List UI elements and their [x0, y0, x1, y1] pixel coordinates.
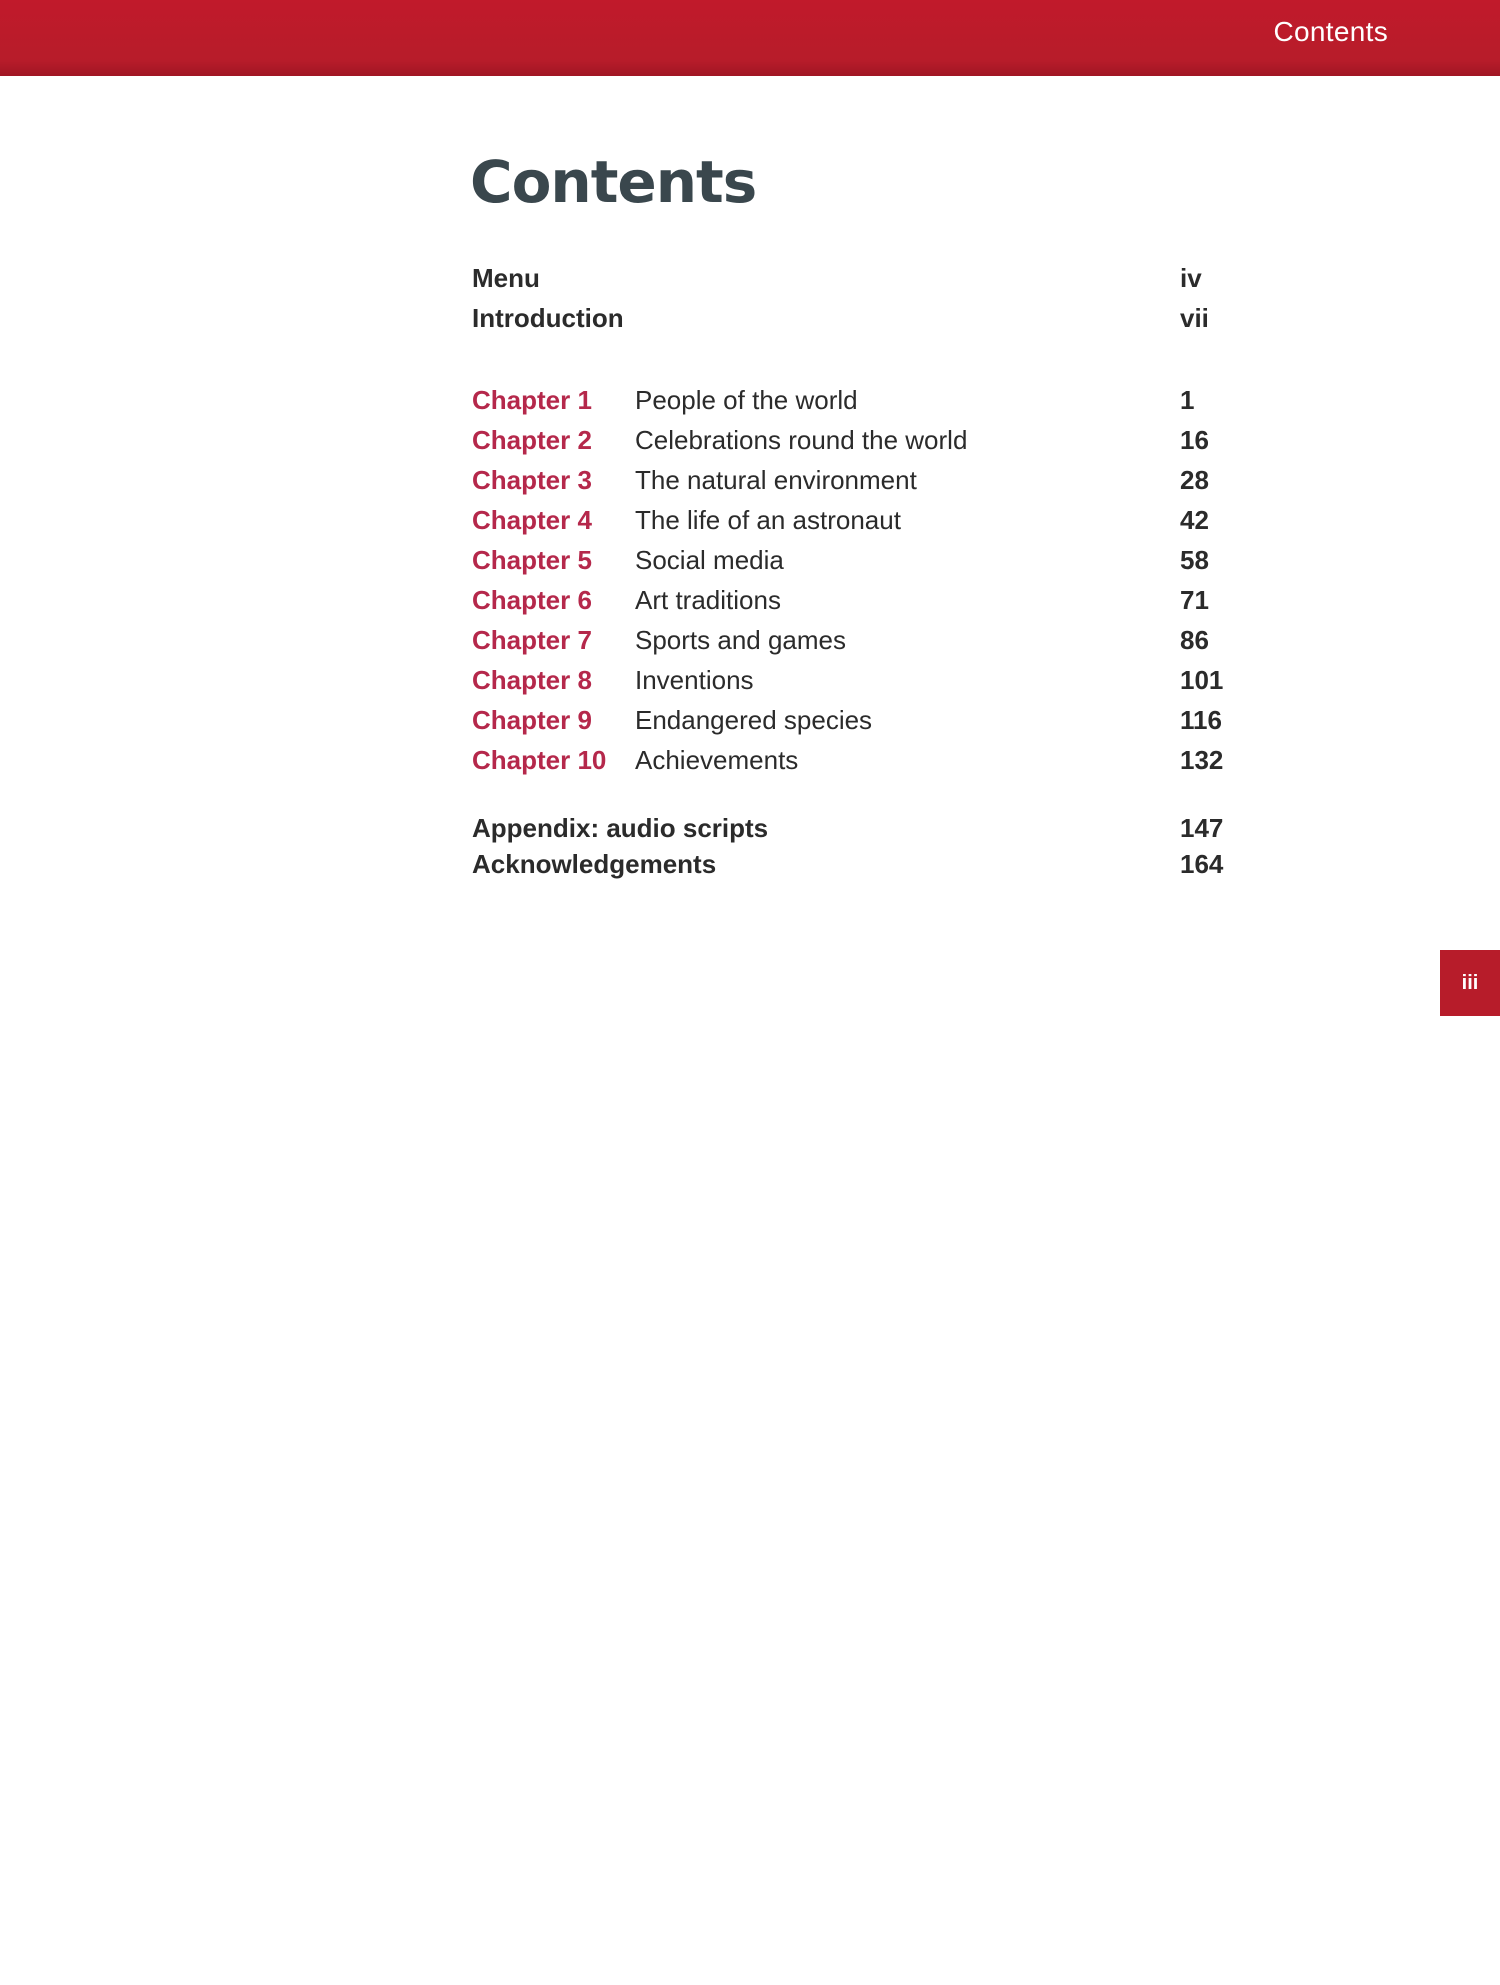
toc-entry-chapter-1[interactable]	[472, 382, 1232, 418]
chapter-number: Chapter 10	[472, 745, 607, 775]
toc-entry-chapter-9[interactable]	[472, 702, 1232, 738]
toc-label: Acknowledgements	[472, 849, 717, 879]
chapter-number: Chapter 9	[472, 705, 592, 735]
chapter-number: Chapter 4	[472, 505, 592, 535]
toc-page-number: vii	[1180, 303, 1209, 333]
toc-page-number: 164	[1180, 849, 1224, 879]
chapter-number: Chapter 5	[472, 545, 592, 575]
toc-entry-chapter-8[interactable]	[472, 662, 1232, 698]
chapter-title: People of the world	[635, 385, 858, 415]
toc-entry-chapter-6[interactable]	[472, 582, 1232, 618]
toc-page-number: iv	[1180, 263, 1202, 293]
toc-entry-chapter-4[interactable]	[472, 502, 1232, 538]
toc-entry-chapter-10[interactable]	[472, 742, 1232, 778]
chapter-title: Celebrations round the world	[635, 425, 968, 455]
toc-page-number: 116	[1180, 705, 1222, 735]
chapter-number: Chapter 1	[472, 385, 592, 415]
toc-entry-introduction[interactable]	[472, 300, 1232, 336]
chapter-number: Chapter 7	[472, 625, 592, 655]
toc-entry-chapter-7[interactable]	[472, 622, 1232, 658]
toc-page-number: 147	[1180, 813, 1224, 843]
toc-page-number: 1	[1180, 385, 1195, 415]
toc-page-number: 42	[1180, 505, 1209, 535]
toc-entry-acknowledgements[interactable]	[472, 846, 1232, 882]
chapter-number: Chapter 2	[472, 425, 592, 455]
toc-entry-chapter-2[interactable]	[472, 422, 1232, 458]
chapter-title: The natural environment	[635, 465, 917, 495]
header-band	[0, 0, 1500, 76]
toc-page-number: 16	[1180, 425, 1209, 455]
chapter-number: Chapter 6	[472, 585, 592, 615]
toc-page-number: 101	[1180, 665, 1224, 695]
chapter-number: Chapter 3	[472, 465, 592, 495]
chapter-title: The life of an astronaut	[635, 505, 901, 535]
toc-page-number: 28	[1180, 465, 1209, 495]
chapter-title: Achievements	[635, 745, 799, 775]
chapter-title: Art traditions	[635, 585, 781, 615]
toc-label: Menu	[472, 263, 540, 293]
toc-page-number: 71	[1180, 585, 1209, 615]
toc-label: Appendix: audio scripts	[472, 813, 769, 843]
toc-entry-menu[interactable]	[472, 260, 1232, 296]
toc-page-number: 58	[1180, 545, 1209, 575]
toc-page-number: 132	[1180, 745, 1224, 775]
toc-label: Introduction	[472, 303, 624, 333]
page-title: Contents	[470, 148, 757, 216]
chapter-number: Chapter 8	[472, 665, 592, 695]
toc-page-number: 86	[1180, 625, 1209, 655]
chapter-title: Endangered species	[635, 705, 873, 735]
chapter-title: Social media	[635, 545, 784, 575]
toc-entry-appendix[interactable]	[472, 810, 1232, 846]
running-head: Contents	[1273, 16, 1388, 47]
toc-entry-chapter-3[interactable]	[472, 462, 1232, 498]
page-number-tab: iii	[1440, 950, 1500, 1016]
chapter-title: Sports and games	[635, 625, 847, 655]
chapter-title: Inventions	[635, 665, 754, 695]
toc-entry-chapter-5[interactable]	[472, 542, 1232, 578]
